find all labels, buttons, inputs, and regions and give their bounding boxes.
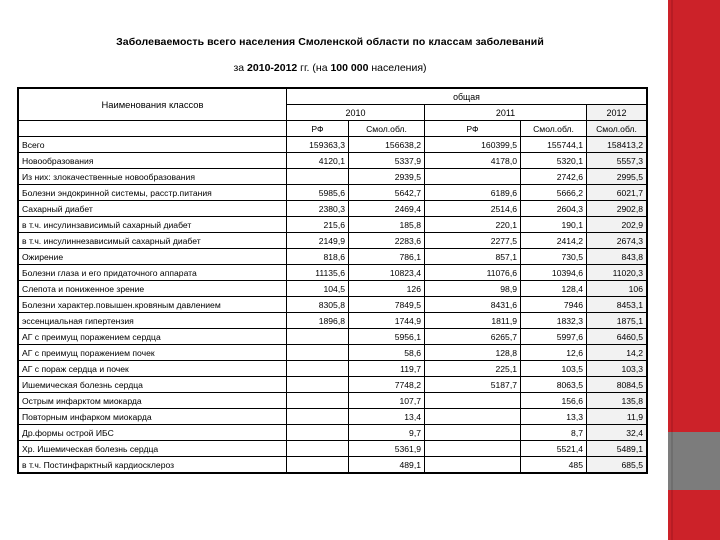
- row-value: 5320,1: [521, 153, 587, 169]
- row-value: 9,7: [349, 425, 425, 441]
- row-value: [287, 409, 349, 425]
- row-label: АГ с преимущ поражением почек: [19, 345, 287, 361]
- row-value: [287, 377, 349, 393]
- row-label: Острым инфарктом миокарда: [19, 393, 287, 409]
- row-value: 156638,2: [349, 137, 425, 153]
- row-value: 7946: [521, 297, 587, 313]
- row-value: [425, 457, 521, 473]
- table-row: [19, 281, 647, 297]
- row-value: 128,4: [521, 281, 587, 297]
- title-block: [18, 36, 642, 74]
- row-value: 786,1: [349, 249, 425, 265]
- column-header-name-blank: [19, 121, 287, 137]
- table-row: [19, 137, 647, 153]
- row-value: 5642,7: [349, 185, 425, 201]
- row-value: [287, 441, 349, 457]
- row-value: 4120,1: [287, 153, 349, 169]
- row-value: 1744,9: [349, 313, 425, 329]
- table-row: [19, 393, 647, 409]
- column-header-2011-rf: РФ: [425, 121, 521, 137]
- row-value: 220,1: [425, 217, 521, 233]
- subtitle-mid: гг. (на: [297, 62, 331, 74]
- row-value: 2469,4: [349, 201, 425, 217]
- table-row: [19, 377, 647, 393]
- row-value: 2902,8: [587, 201, 647, 217]
- row-value: 13,4: [349, 409, 425, 425]
- row-value: 5666,2: [521, 185, 587, 201]
- row-value: 8063,5: [521, 377, 587, 393]
- subtitle-rate: 100 000: [330, 62, 369, 74]
- row-value: 107,7: [349, 393, 425, 409]
- row-value: 2995,5: [587, 169, 647, 185]
- header-row-sub: [19, 121, 647, 137]
- subtitle-prefix: за: [233, 62, 248, 74]
- row-value: 11135,6: [287, 265, 349, 281]
- row-value: 158413,2: [587, 137, 647, 153]
- table-row: [19, 345, 647, 361]
- row-value: 2414,2: [521, 233, 587, 249]
- row-value: 202,9: [587, 217, 647, 233]
- row-value: 5997,6: [521, 329, 587, 345]
- row-value: 2283,6: [349, 233, 425, 249]
- row-value: 818,6: [287, 249, 349, 265]
- row-value: 8305,8: [287, 297, 349, 313]
- row-value: 8084,5: [587, 377, 647, 393]
- table-row: [19, 201, 647, 217]
- row-label: Болезни характер.повышен.кровяным давлением: [19, 297, 287, 313]
- row-value: 843,8: [587, 249, 647, 265]
- row-value: 6265,7: [425, 329, 521, 345]
- column-header-group: общая: [287, 89, 647, 105]
- row-value: 2514,6: [425, 201, 521, 217]
- row-value: 2149,9: [287, 233, 349, 249]
- row-value: 2604,3: [521, 201, 587, 217]
- row-value: 685,5: [587, 457, 647, 473]
- row-label: в т.ч. инсулиннезависимый сахарный диабет: [19, 233, 287, 249]
- row-value: [287, 393, 349, 409]
- column-header-2010-rf: РФ: [287, 121, 349, 137]
- row-value: 13,3: [521, 409, 587, 425]
- row-value: 10394,6: [521, 265, 587, 281]
- row-value: 2380,3: [287, 201, 349, 217]
- row-value: 8,7: [521, 425, 587, 441]
- row-value: 5361,9: [349, 441, 425, 457]
- subtitle-suffix: населения): [368, 62, 427, 74]
- row-label: в т.ч. Постинфарктный кардиосклероз: [19, 457, 287, 473]
- row-value: 7849,5: [349, 297, 425, 313]
- row-label: АГ с преимущ поражением сердца: [19, 329, 287, 345]
- column-header-year-2011: 2011: [425, 105, 587, 121]
- morbidity-table: [18, 88, 647, 473]
- row-value: 160399,5: [425, 137, 521, 153]
- row-value: [287, 425, 349, 441]
- row-label: эссенциальная гипертензия: [19, 313, 287, 329]
- table-row: [19, 185, 647, 201]
- row-label: АГ с пораж сердца и почек: [19, 361, 287, 377]
- table-row: [19, 217, 647, 233]
- row-label: Новообразования: [19, 153, 287, 169]
- row-value: [287, 457, 349, 473]
- row-value: 485: [521, 457, 587, 473]
- row-value: 155744,1: [521, 137, 587, 153]
- row-value: 5557,3: [587, 153, 647, 169]
- table-row: [19, 441, 647, 457]
- table-row: [19, 265, 647, 281]
- column-header-2011-smol: Смол.обл.: [521, 121, 587, 137]
- row-value: 98,9: [425, 281, 521, 297]
- row-value: 225,1: [425, 361, 521, 377]
- table-row: [19, 313, 647, 329]
- row-value: 32,4: [587, 425, 647, 441]
- table-body: [19, 137, 647, 473]
- row-value: 5956,1: [349, 329, 425, 345]
- column-header-name: Наименования классов: [19, 89, 287, 121]
- row-value: [287, 345, 349, 361]
- row-value: [287, 169, 349, 185]
- row-value: 5521,4: [521, 441, 587, 457]
- row-value: 103,5: [521, 361, 587, 377]
- table-row: [19, 329, 647, 345]
- table-row: [19, 153, 647, 169]
- row-label: Болезни глаза и его придаточного аппарата: [19, 265, 287, 281]
- row-value: [287, 329, 349, 345]
- row-value: 104,5: [287, 281, 349, 297]
- row-value: 126: [349, 281, 425, 297]
- row-value: 106: [587, 281, 647, 297]
- row-label: Ожирение: [19, 249, 287, 265]
- row-value: 5489,1: [587, 441, 647, 457]
- row-value: [425, 409, 521, 425]
- slide-subtitle: [18, 62, 642, 74]
- row-value: 1896,8: [287, 313, 349, 329]
- row-value: 6189,6: [425, 185, 521, 201]
- row-value: 11020,3: [587, 265, 647, 281]
- row-value: 7748,2: [349, 377, 425, 393]
- row-value: 1832,3: [521, 313, 587, 329]
- slide-title: Заболеваемость всего населения Смоленской области по классам заболеваний: [116, 36, 544, 48]
- row-value: 2742,6: [521, 169, 587, 185]
- row-value: 58,6: [349, 345, 425, 361]
- row-value: 185,8: [349, 217, 425, 233]
- table-row: [19, 233, 647, 249]
- row-label: Сахарный диабет: [19, 201, 287, 217]
- table-row: [19, 361, 647, 377]
- row-value: 135,8: [587, 393, 647, 409]
- row-label: Всего: [19, 137, 287, 153]
- row-value: 159363,3: [287, 137, 349, 153]
- column-header-2010-smol: Смол.обл.: [349, 121, 425, 137]
- row-value: 730,5: [521, 249, 587, 265]
- row-value: 156,6: [521, 393, 587, 409]
- accent-bar-right: [668, 0, 720, 540]
- row-value: 857,1: [425, 249, 521, 265]
- row-value: [287, 361, 349, 377]
- column-header-year-2010: 2010: [287, 105, 425, 121]
- row-value: 14,2: [587, 345, 647, 361]
- row-value: 5985,6: [287, 185, 349, 201]
- row-value: 1811,9: [425, 313, 521, 329]
- row-label: Ишемическая болезнь сердца: [19, 377, 287, 393]
- row-label: Повторным инфарком миокарда: [19, 409, 287, 425]
- row-label: Др.формы острой ИБС: [19, 425, 287, 441]
- row-value: 11076,6: [425, 265, 521, 281]
- row-label: в т.ч. инсулинзависимый сахарный диабет: [19, 217, 287, 233]
- table-row: [19, 297, 647, 313]
- row-label: Из них: злокачественные новообразования: [19, 169, 287, 185]
- row-value: 5187,7: [425, 377, 521, 393]
- column-header-2012-smol: Смол.обл.: [587, 121, 647, 137]
- table-row: [19, 457, 647, 473]
- row-value: 11,9: [587, 409, 647, 425]
- row-label: Болезни эндокринной системы, расстр.питания: [19, 185, 287, 201]
- row-value: 12,6: [521, 345, 587, 361]
- row-value: 10823,4: [349, 265, 425, 281]
- row-value: 2939,5: [349, 169, 425, 185]
- row-value: 2277,5: [425, 233, 521, 249]
- table-row: [19, 409, 647, 425]
- row-value: [425, 393, 521, 409]
- row-value: 6460,5: [587, 329, 647, 345]
- row-value: 489,1: [349, 457, 425, 473]
- row-value: 4178,0: [425, 153, 521, 169]
- row-value: 215,6: [287, 217, 349, 233]
- table-header: [19, 89, 647, 137]
- row-label: Хр. Ишемическая болезнь сердца: [19, 441, 287, 457]
- table-row: [19, 249, 647, 265]
- table-row: [19, 425, 647, 441]
- row-value: 8453,1: [587, 297, 647, 313]
- row-value: [425, 169, 521, 185]
- row-value: 119,7: [349, 361, 425, 377]
- row-value: 103,3: [587, 361, 647, 377]
- accent-block-grey: [668, 432, 720, 490]
- table-row: [19, 169, 647, 185]
- row-value: 8431,6: [425, 297, 521, 313]
- row-value: 5337,9: [349, 153, 425, 169]
- column-header-year-2012: 2012: [587, 105, 647, 121]
- row-value: 2674,3: [587, 233, 647, 249]
- row-label: Слепота и пониженное зрение: [19, 281, 287, 297]
- row-value: 128,8: [425, 345, 521, 361]
- row-value: 190,1: [521, 217, 587, 233]
- row-value: 6021,7: [587, 185, 647, 201]
- row-value: 1875,1: [587, 313, 647, 329]
- accent-bar-inner-line: [671, 0, 673, 540]
- accent-block-grey-line: [671, 432, 673, 490]
- header-row-group: [19, 89, 647, 105]
- row-value: [425, 441, 521, 457]
- subtitle-years: 2010-2012: [247, 62, 298, 74]
- row-value: [425, 425, 521, 441]
